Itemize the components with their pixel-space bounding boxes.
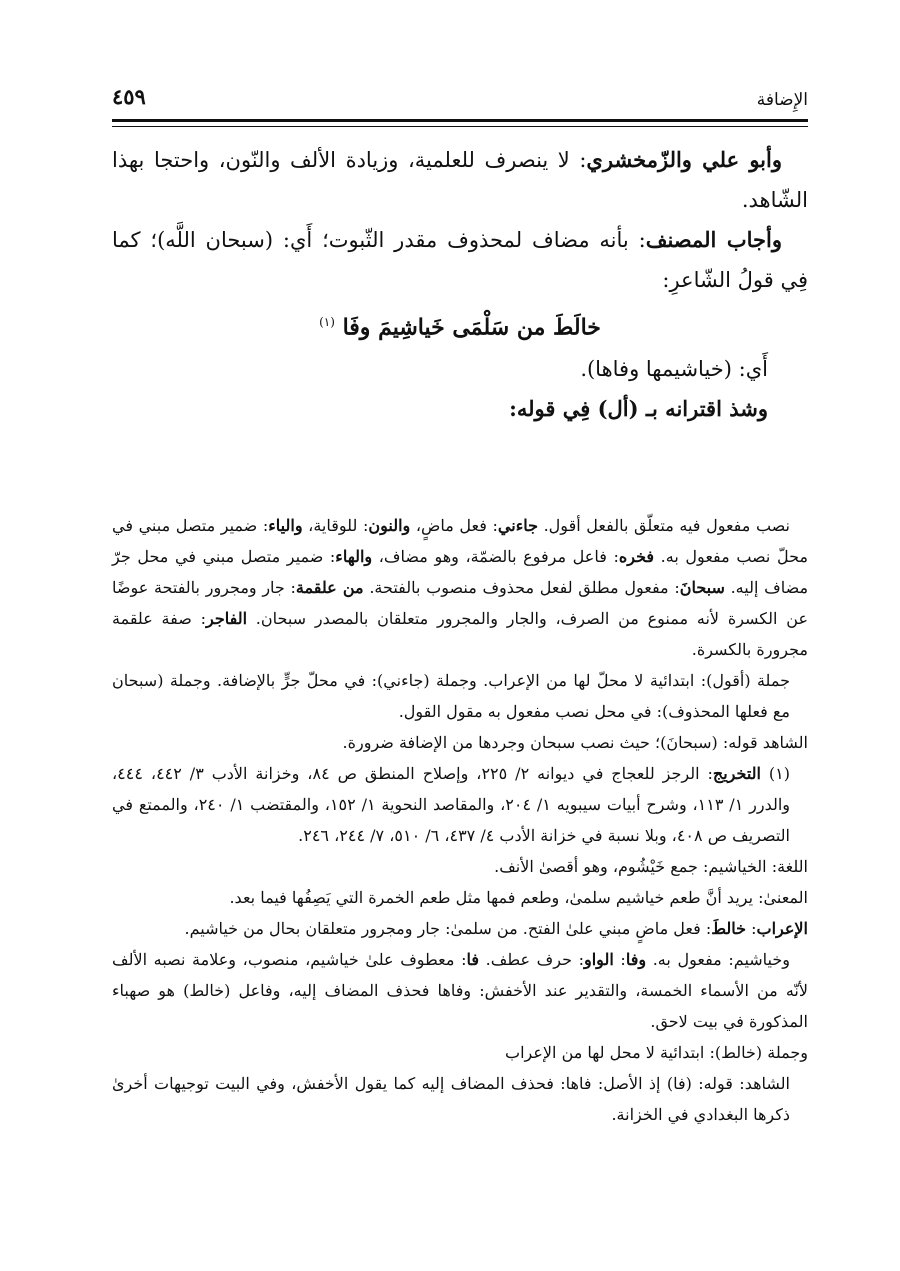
jumla-note-2: وجملة (خالط): ابتدائية لا محل لها من الإعراب <box>505 1043 808 1062</box>
note-term: والهاء <box>335 547 373 566</box>
verse <box>112 300 808 349</box>
note-text: : للوقاية، <box>302 516 369 535</box>
note-term: من علقمة <box>295 578 364 597</box>
shahid-note-2: الشاهد: قوله: (فا) إذ الأصل: فاها: فحذف المضاف إليه كما يقول الأخفش، وفي البيت توجيهات أخرىٰ ذكرها البغدادي في الخزانة. <box>112 1074 790 1124</box>
page-number: ٤٥٩ <box>112 84 146 109</box>
note-text: : صفة علقمة مجرورة بالكسرة. <box>112 609 808 659</box>
shadh-text: وشذ اقترانه بـ (أل) فِي قوله: <box>509 396 768 422</box>
note-term: فخره <box>618 547 655 566</box>
notes-section <box>112 510 808 1130</box>
note-term: خالطَ <box>711 919 747 938</box>
note-text: : الرجز للعجاج في ديوانه ٢/ ٢٢٥، وإصلاح المنطق ص ٨٤، وخزانة الأدب ٣/ ٤٤٢، ٤٤٤، والدرر ١/ ١١٣، وشرح أبيات سيبويه ١/ ٢٠٤، والمقاصد النحوية ١/ ١٥٢، والمقتضب ١/ ٢٤٠، والممتع في التصريف ص ٤٠٨، وبلا نسبة في خزانة الأدب ٤/ ٤٣٧، ٦/ ٥١٠، ٧/ ٢٤٤، ٢٤٦. <box>112 764 791 845</box>
header-rule-thin <box>112 126 808 127</box>
note-term: والنون <box>368 516 411 535</box>
page-header <box>112 84 808 114</box>
note-text: : ضمير متصل مبني في محلّ نصب مفعول به. <box>112 516 808 566</box>
note-term: التخريج <box>712 764 761 783</box>
note-text: : ضمير متصل مبني في محل جرّ مضاف إليه. <box>112 547 809 597</box>
note-term: الفاجر <box>206 609 248 628</box>
note-text: : مفعول مطلق لفعل محذوف منصوب بالفتحة. <box>363 578 680 597</box>
irab-note-2: الإعراب: خالطَ: فعل ماضٍ مبني علىٰ الفتح. من سلمىٰ: جار ومجرور متعلقان بحال من خياشيم. <box>184 919 808 938</box>
note-text: : فعل ماضٍ مبني علىٰ الفتح. من سلمىٰ: جار ومجرور متعلقان بحال من خياشيم. <box>184 919 712 938</box>
running-title: الإِضافة <box>756 90 808 110</box>
note-text: : <box>613 950 626 969</box>
note-term: الواو <box>584 950 614 969</box>
note-term: سبحانَ <box>679 578 725 597</box>
explanation-line: أَي: (خياشيمها وفاها). <box>580 357 768 382</box>
note-text: نصب مفعول فيه متعلّق بالفعل أقول. <box>537 516 790 535</box>
note-term: وفا <box>625 950 647 969</box>
paragraph-2 <box>112 220 808 300</box>
paragraph-2-text: : بأنه مضاف لمحذوف مقدر الثّبوت؛ أَي: (سبحان اللَّه)؛ كما فِي قولُ الشّاعرِ: <box>112 228 808 292</box>
jumla-note-1: جملة (أقول): ابتدائية لا محلّ لها من الإعراب. وجملة (جاءني): في محلّ جرٍّ بالإضافة. وجملة (سبحان مع فعلها المحذوف): في محل نصب مفعول به مقول القول. <box>112 671 790 721</box>
takhrij-note <box>112 758 808 851</box>
paragraph-1-lead: وأبو علي والزّمخشري <box>586 147 782 172</box>
note-term: جاءني <box>497 516 538 535</box>
note-text: وخياشيم: مفعول به. <box>646 950 790 969</box>
note-term: والياء <box>268 516 303 535</box>
note-text: : حرف عطف. <box>479 950 584 969</box>
footnote-ref: (١) <box>319 315 335 329</box>
note-text: : معطوف علىٰ خياشيم، منصوب، وعلامة نصبه الألف لأنّه من الأسماء الخمسة، والتقدير عند الأخفش: وفاها فحذف المضاف إليه، وفاعل (خالط) هو صهباء المذكورة في بيت لاحق. <box>112 950 808 1031</box>
mana-note: المعنىٰ: يريد أنَّ طعم خياشيم سلمىٰ، وطعم فمها مثل طعم الخمرة التي يَصِفُها فيما بعد. <box>229 888 808 907</box>
note-term: فا <box>466 950 480 969</box>
irab-note-3 <box>112 944 808 1037</box>
note-term: الإعراب <box>756 919 808 938</box>
note-text: : جار ومجرور بالفتحة عوضًا عن الكسرة لأنه ممنوع من الصرف، والجار والمجرور متعلقان بالمصدر سبحان. <box>112 578 808 628</box>
verse-text: خالَطَ من سَلْمَى خَياشِيمَ وفَا <box>342 314 601 341</box>
shahid-note-1: الشاهد قوله: (سبحانَ)؛ حيث نصب سبحان وجردها من الإضافة ضرورة. <box>342 733 808 752</box>
paragraph-1 <box>112 140 808 220</box>
note-text: : فاعل مرفوع بالضمّة، وهو مضاف، <box>372 547 619 566</box>
footnote-number: (١) <box>760 764 791 783</box>
header-rule-thick <box>112 119 808 122</box>
main-text <box>112 140 808 429</box>
shadh-line <box>112 389 808 429</box>
paragraph-2-lead: وأجاب المصنف <box>645 227 782 252</box>
irab-note-1 <box>112 510 808 665</box>
paragraph-1-text: : لا ينصرف للعلمية، وزيادة الألف والنّون، واحتجا بهذا الشّاهد. <box>112 148 808 212</box>
lugha-note: اللغة: الخياشيم: جمع خَيْشُوم، وهو أقصىٰ الأنف. <box>494 857 808 876</box>
note-text: : فعل ماضٍ، <box>410 516 498 535</box>
